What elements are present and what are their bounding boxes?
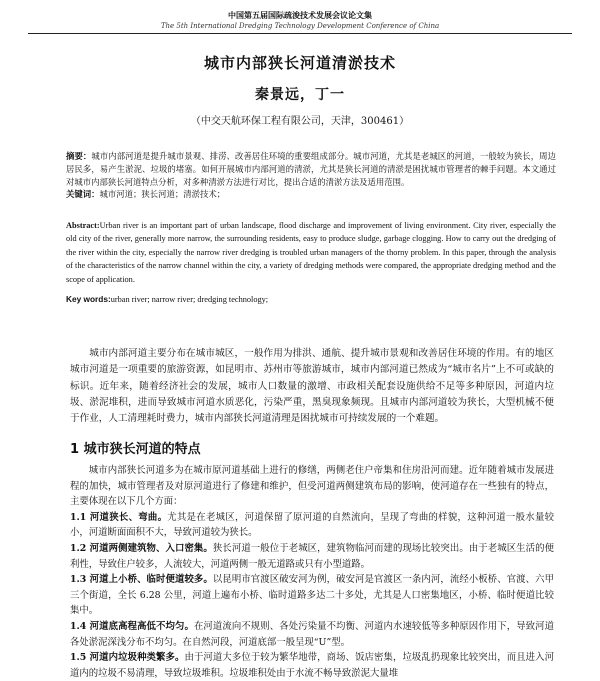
list-item [70,510,554,541]
abstract-cn [66,150,556,188]
keywords-cn-label: 关键词： [66,189,100,200]
abstract-cn-label: 摘要： [66,151,92,161]
running-header [0,10,600,32]
running-header-en: The 5th International Dredging Technology Development Conference of China [160,22,440,30]
list-item [70,572,554,619]
abstract-en-text: Urban river is an important part of urban landscape, flood discharge and improvement of living environment. City river, especially the old city of the river, generally more narrow, the surrounding residents, easy to produce sludge, garbage clogging. How to carry out the dredging of the river within the city, especially the narrow river dredging is troubled urban managers of the thorny problem. In this paper, through the analysis of the characteristics of the narrow channel within the city, a variety of dredging methods were compared, the appropriate dredging method and the scope of application. [66,221,556,284]
item-heading: 1.5 河道内垃圾种类繁多。 [70,652,185,664]
item-text: 狭长河道一般位于老城区，建筑物临河而建的现场比较突出。由于老城区生活的便利性，导致住户较多，人流较大，河道两侧一般无道路或只有小型道路。 [70,542,554,570]
keywords-en [66,293,556,306]
list-item [70,541,554,572]
header-rule [28,33,572,34]
section-1-heading: 1 城市狭长河道的特点 [70,442,201,457]
paper-affiliation: （中交天航环保工程有限公司，天津，300461） [190,116,410,127]
intro-paragraph: 城市内部河道主要分布在城市城区，一般作用为排洪、通航、提升城市景观和改善居住环境的作用。有的地区城市河道是一项重要的旅游资源，如昆明市、苏州市等旅游城市，城市内部河道已然成为“城市名片”上不可或缺的标识。近年来，随着经济社会的发展，城市人口数量的激增、市政相关配套设施供给不足等多种原因，河道内垃圾、淤泥堆积，进而导致城市河道水质恶化，污染严重，黑臭现象频现。且城市内部河道较为狭长，大型机械不便于作业，人工清理耗时费力，城市内部狭长河道清理是困扰城市可持续发展的一个难题。 [70,348,554,425]
abstract-en-label: Abstract: [66,221,100,230]
item-text: 由于河道大多位于较为繁华地带，商场、饭店密集，垃圾乱扔现象比较突出，而且进入河道内的垃圾不易清理，导致垃圾堆积。垃圾堆积处由于水流不畅导致淤泥大量堆 [70,652,554,679]
list-item [70,619,554,650]
item-heading: 1.3 河道上小桥、临时便道较多。 [70,574,213,586]
keywords-cn-text: 城市河道；狭长河道；清淤技术； [99,189,226,200]
list-item [70,650,554,681]
item-heading: 1.2 河道两侧建筑物、入口密集。 [70,542,213,554]
section-1-intro: 城市内部狭长河道多为在城市原河道基础上进行的修缮，两侧老住户帝集和住房沿河而建。近年随着城市发展进程的加快，城市管理者及对原河道进行了修建和维护，但受河道两侧建筑布局的影响，使河道存在一些独有的特点，主要体现在以下几个方面： [70,465,554,508]
paper-title: 城市内部狭长河道清淤技术 [203,54,396,72]
abstract-cn-block [66,150,556,201]
intro-section [70,346,554,427]
item-text: 尤其是在老城区，河道保留了原河道的自然流向，呈现了弯曲的样貌，这种河道一般水量较小，河道断面面积不大，导致河道较为狭长。 [70,511,554,539]
item-text: 在河道流向不规则、各处污染量不均衡、河道内水速较低等多种原因作用下，导致河道各处淤泥深浅分布不均匀。在自然河段，河道底部一般呈现“U”型。 [70,620,554,648]
abstract-cn-text: 城市内部河道是提升城市景观、排涝、改善居住环境的重要组成部分。城市河道，尤其是老城区的河道，一般较为狭长，周边居民多，易产生淤泥、垃圾的堵塞。如何开展城市内部河道的清淤，尤其是狭长河道的清淤是困扰城市管理者的棘手问题。本文通过对城市内部狭长河道特点分析，对多种清淤方法进行对比，提出合适的清淤方法及适用范围。 [66,151,557,187]
item-heading: 1.4 河道底高程高低不均匀。 [70,620,194,632]
item-heading: 1.1 河道狭长、弯曲。 [70,511,168,523]
item-text: 以昆明市官渡区破安河为例，破安河是官渡区一条内河，流经小板桥、官渡、六甲三个街道，全长 6.28 公里，河道上遍布小桥、临时道路多达二十多处，尤其是人口密集地区，小桥、临时便道比较集中。 [70,574,554,617]
running-header-cn: 中国第五届国际疏浚技术发展会议论文集 [228,10,372,20]
paper-authors: 秦景远，丁一 [255,87,345,103]
section-1-body [70,463,554,681]
abstract-en [66,219,556,286]
keywords-cn [66,188,556,201]
keywords-en-label: Key words: [66,294,111,304]
keywords-en-text: urban river; narrow river; dredging technology; [110,295,269,304]
abstract-en-block [66,219,556,286]
